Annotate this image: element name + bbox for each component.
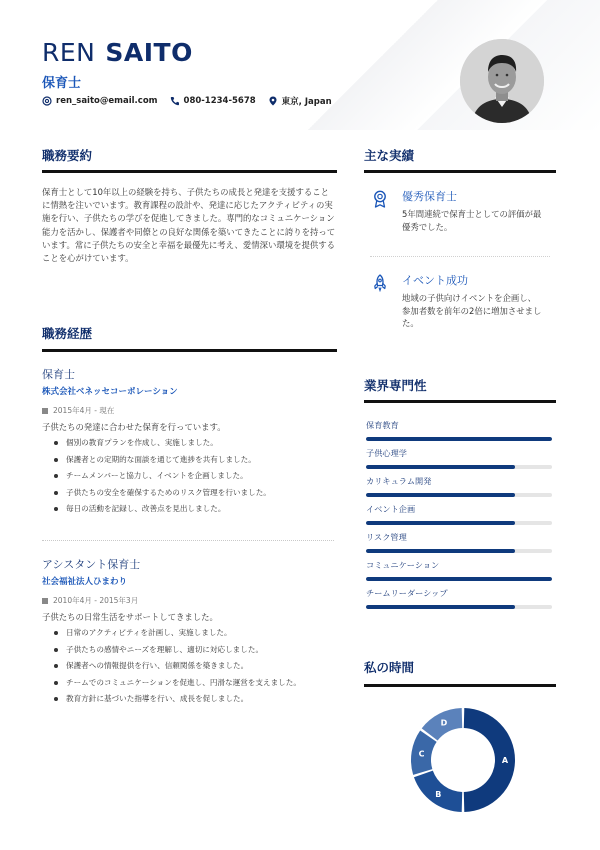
achievement-title: 優秀保育士 [402,190,457,203]
job-bullets [42,437,342,514]
job-date-text: 2015年4月 - 現在 [53,406,115,415]
list-item: 子供たちの安全を確保するためのリスク管理を行いました。 [54,487,342,498]
phone-icon [170,96,180,106]
my-time-heading: 私の時間 [364,660,415,675]
skill-bar-fill [366,549,515,553]
skill-bar-fill [366,605,515,609]
list-item: 日常のアクティビティを計画し、実施しました。 [54,627,342,638]
skill-item [366,448,552,469]
skill-item [366,532,552,553]
skill-label: 子供心理学 [366,448,407,458]
map-pin-icon [268,96,278,106]
contact-location [268,95,332,107]
skill-label: 保育教育 [366,420,399,430]
skill-item [366,560,552,581]
list-item: チームメンバーと協力し、イベントを企画しました。 [54,470,342,481]
at-sign-icon [42,96,52,106]
donut-slice-label: B [435,789,442,799]
list-item: 保護者との定期的な面談を通じて進捗を共有しました。 [54,454,342,465]
experience-rule [42,349,337,352]
job-date [42,405,342,416]
contact-phone[interactable] [170,95,256,107]
skill-label: リスク管理 [366,532,407,542]
skill-bar-track [366,577,552,581]
skill-item [366,504,552,525]
skill-item [366,588,552,609]
experience-heading: 職務経歴 [42,326,93,341]
job-role: アシスタント保育士 [42,558,141,571]
skill-label: カリキュラム開発 [366,476,432,486]
list-item: 子供たちの感情やニーズを理解し、適切に対応しました。 [54,644,342,655]
job-entry [42,556,342,710]
list-item: 教育方針に基づいた指導を行い、成長を促しました。 [54,693,342,704]
skill-bar-track [366,605,552,609]
list-item: 保護者への情報提供を行い、信頼関係を築きました。 [54,660,342,671]
skill-label: イベント企画 [366,504,416,514]
calendar-icon [42,598,48,604]
job-divider [42,540,334,541]
contact-row [42,95,332,107]
skill-bar-fill [366,493,515,497]
skill-bar-track [366,521,552,525]
job-description: 子供たちの日常生活をサポートしてきました。 [42,612,218,622]
job-company: 社会福祉法人ひまわり [42,577,128,587]
achievement-divider [370,256,550,257]
achievement-desc: 地域の子供向けイベントを企画し、参加者数を前年の2倍に増加させました。 [402,293,542,329]
phone-text: 080-1234-5678 [183,96,256,106]
skill-label: コミュニケーション [366,560,440,570]
expertise-heading: 業界専門性 [364,378,427,393]
job-title: 保育士 [42,76,82,91]
donut-slice-label: A [501,756,509,765]
donut-slice-label: C [418,749,425,759]
job-company: 株式会社ベネッセコーポレーション [42,387,178,397]
job-bullets [42,627,342,704]
achievements-rule [364,170,556,173]
profile-photo [460,39,544,123]
expertise-rule [364,400,556,403]
job-role: 保育士 [42,368,75,381]
first-name: REN [42,38,96,67]
location-text: 東京, Japan [281,97,332,107]
skill-bar-track [366,493,552,497]
list-item: 毎日の活動を記録し、改善点を見出しました。 [54,503,342,514]
avatar [460,39,544,123]
job-description: 子供たちの発達に合わせた保育を行っています。 [42,422,226,432]
list-item: チームでのコミュニケーションを促進し、円滑な運営を支えました。 [54,677,342,688]
achievement-title: イベント成功 [402,274,468,287]
rocket-icon [372,274,388,292]
email-text: ren_saito@email.com [56,96,158,106]
achievement-desc: 5年間連続で保育士としての評価が最優秀でした。 [402,209,542,232]
job-date [42,595,342,606]
achievements-heading: 主な実績 [364,148,415,163]
candidate-name [42,38,193,67]
skill-bar-fill [366,437,552,441]
my-time-rule [364,684,556,687]
calendar-icon [42,408,48,414]
achievement-item [366,188,556,248]
skill-bar-fill [366,465,515,469]
skill-bar-track [366,465,552,469]
achievement-item [366,272,556,332]
skill-item [366,476,552,497]
list-item: 個別の教育プランを作成し、実施しました。 [54,437,342,448]
skill-bar-fill [366,521,515,525]
summary-rule [42,170,337,173]
skill-bar-fill [366,577,552,581]
skill-item [366,420,552,441]
summary-heading: 職務要約 [42,148,93,163]
skill-label: チームリーダーシップ [366,588,448,598]
last-name: SAITO [105,38,193,67]
donut-slice-label: D [440,718,448,728]
time-donut-chart [405,703,525,818]
job-date-text: 2010年4月 - 2015年3月 [53,596,139,605]
award-ribbon-icon [372,190,388,208]
skill-bar-track [366,437,552,441]
job-entry [42,366,342,520]
summary-text: 保育士として10年以上の経験を持ち、子供たちの成長と発達を支援することに情熱を注いでいます。教育課程の設計や、発達に応じたアクティビティの実施を行い、子供たちの学びを促進してきました。専門的なコミュニケーション能力を活かし、保護者や同僚との良好な関係を築いてきたことに誇りを持っています。常に子供たちの安全と幸福を最優先に考え、愛情深い環境を提供することを心がけています。 [42,187,336,264]
contact-email[interactable] [42,95,158,107]
skill-bar-track [366,549,552,553]
